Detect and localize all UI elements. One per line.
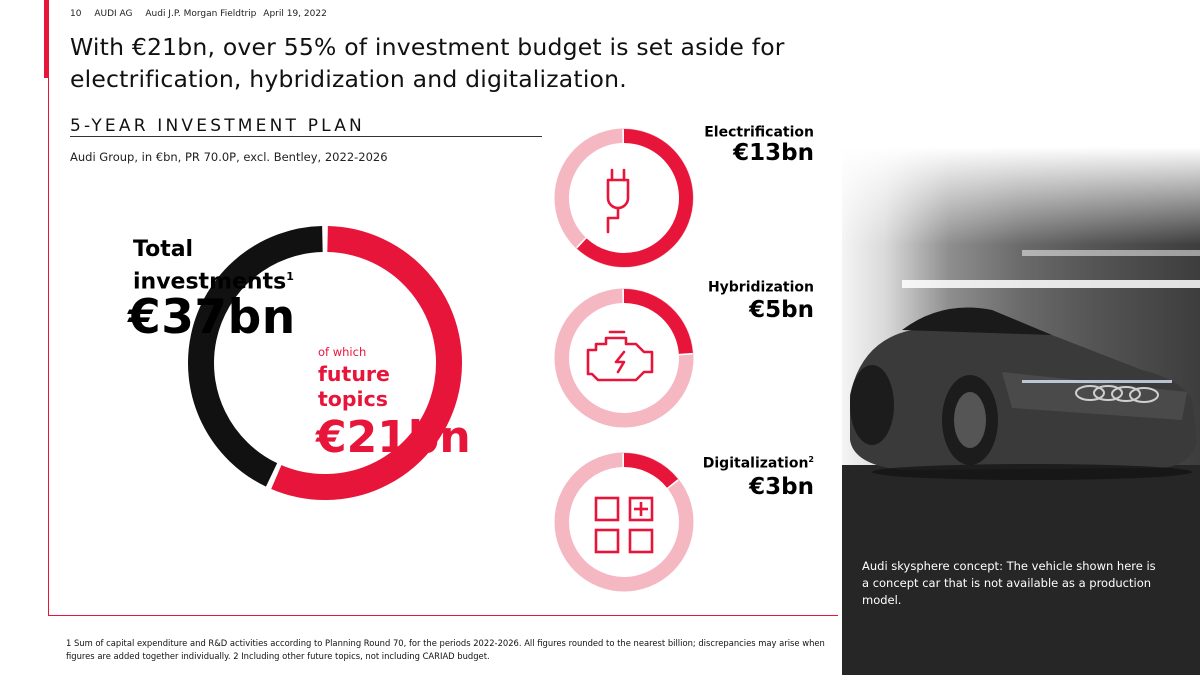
page-title: With €21bn, over 55% of investment budget is set aside for electrification, hybridization and digitalization. xyxy=(70,33,785,93)
grid-plus-icon xyxy=(596,498,652,552)
frame-line-horizontal xyxy=(48,615,838,616)
page-header xyxy=(70,9,337,19)
hybridization-label: Hybridization xyxy=(707,279,814,296)
electrification-value: €13bn xyxy=(733,140,814,166)
total-value: €37bn xyxy=(128,290,296,345)
total-label-line1: Total xyxy=(133,237,194,262)
event-name: Audi J.P. Morgan Fieldtrip xyxy=(145,9,257,19)
event-date: April 19, 2022 xyxy=(263,9,327,19)
footnote-ref-2: 2 xyxy=(808,455,814,464)
frame-line-vertical xyxy=(48,78,49,616)
company-name: AUDI AG xyxy=(94,9,133,19)
section-title: 5-YEAR INVESTMENT PLAN xyxy=(70,116,365,136)
total-label-line2: investments$^1$ xyxy=(133,269,294,295)
digitalization-value: €3bn xyxy=(749,474,814,500)
footnote: 1 Sum of capital expenditure and R&D activities according to Planning Round 70, for the periods 2022-2026. All figures rounded to the nearest billion; discrepancies may arise when figures are added together individually. 2 Including other future topics, not including CARIAD budget. xyxy=(66,638,825,661)
section-rule xyxy=(70,136,542,137)
hybridization-value: €5bn xyxy=(749,297,814,323)
future-value: €21bn xyxy=(316,412,471,463)
future-label-line1: future xyxy=(318,362,390,386)
future-prefix: of which xyxy=(318,345,367,359)
photo-caption: Audi skysphere concept: The vehicle shown here is a concept car that is not available as a production model. xyxy=(862,559,1156,607)
future-label xyxy=(318,362,390,412)
future-label-line2: topics xyxy=(318,387,388,411)
total-label xyxy=(133,236,294,295)
footnote-ref-1: 1 xyxy=(286,270,294,283)
plug-icon xyxy=(608,170,628,232)
accent-bar xyxy=(44,0,49,78)
section-subtitle: Audi Group, in €bn, PR 70.0P, excl. Bentley, 2022-2026 xyxy=(70,150,388,164)
engine-icon xyxy=(588,332,652,380)
digitalization-label: Digitalization$^2$ xyxy=(702,455,814,472)
page-number: 10 xyxy=(70,9,82,19)
electrification-label: Electrification xyxy=(704,124,814,141)
